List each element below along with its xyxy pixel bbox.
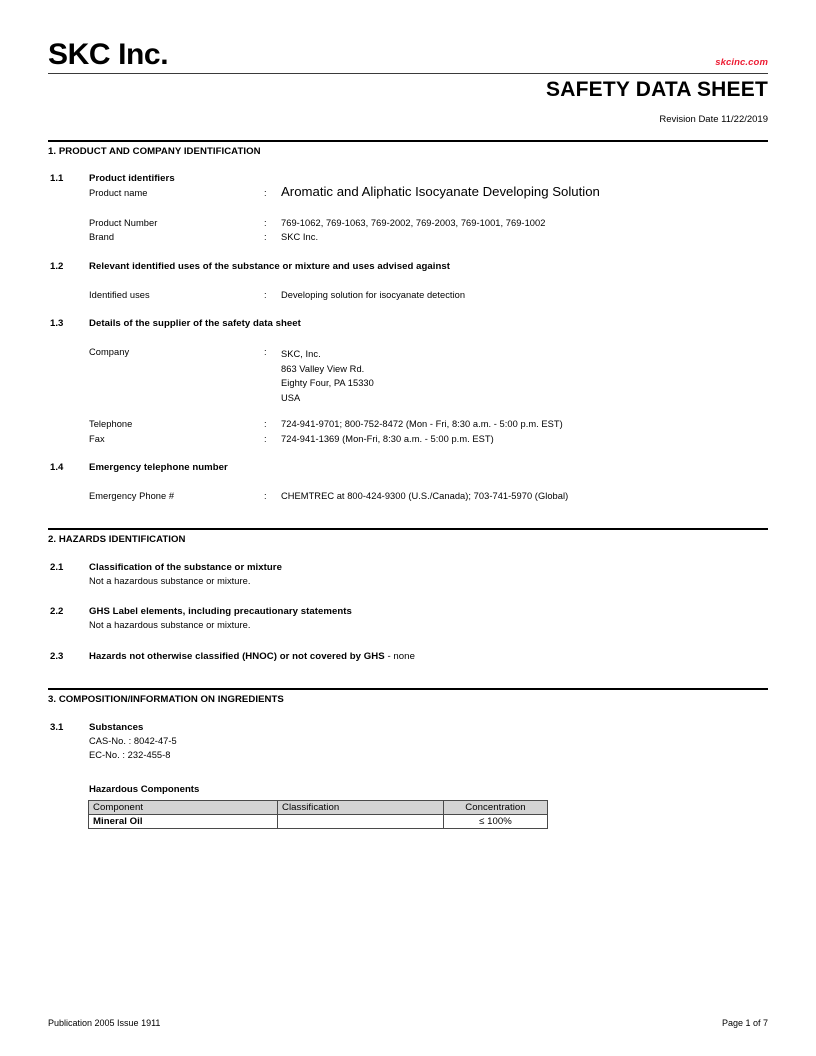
subsection-1-2-number: 1.2 [50, 261, 64, 272]
brand-label: Brand [89, 232, 115, 242]
section-2-rule [48, 528, 768, 530]
section-1-rule [48, 140, 768, 142]
section-1-header [48, 140, 768, 158]
company-street: 863 Valley View Rd. [281, 363, 365, 374]
subsection-2-3-heading-wrap [89, 651, 415, 662]
brand-value: SKC Inc. [281, 232, 319, 242]
subsection-2-2-number: 2.2 [50, 606, 64, 617]
subsection-1-1-heading: Product identifiers [89, 173, 175, 184]
subsection-2-2-text: Not a hazardous substance or mixture. [89, 620, 251, 630]
subsection-3-1-number: 3.1 [50, 722, 64, 733]
website-link[interactable]: skcinc.com [715, 57, 768, 68]
hazardous-components-table [88, 800, 548, 829]
subsection-2-3-heading: Hazards not otherwise classified (HNOC) or not covered by GHS [89, 651, 385, 662]
product-name-colon: : [264, 188, 267, 198]
publication-info: Publication 2005 Issue 1911 [48, 1018, 161, 1028]
brand-colon: : [264, 232, 267, 242]
masthead-divider [48, 73, 768, 74]
subsection-1-4-heading: Emergency telephone number [89, 462, 228, 473]
subsection-1-4-number: 1.4 [50, 462, 64, 473]
subsection-2-1-number: 2.1 [50, 562, 64, 573]
product-name-label: Product name [89, 188, 148, 198]
section-2-header [48, 528, 768, 546]
telephone-label: Telephone [89, 419, 133, 429]
column-header-classification: Classification [278, 801, 444, 815]
cell-classification [278, 815, 444, 829]
company-name: SKC, Inc. [281, 349, 321, 359]
section-1-title: 1. PRODUCT AND COMPANY IDENTIFICATION [48, 146, 261, 157]
table-row [89, 815, 548, 829]
section-2-title: 2. HAZARDS IDENTIFICATION [48, 534, 186, 545]
table-header-row [89, 801, 548, 815]
product-name-value: Aromatic and Aliphatic Isocyanate Developing Solution [281, 184, 600, 199]
subsection-2-1-text: Not a hazardous substance or mixture. [89, 576, 251, 586]
product-number-value: 769-1062, 769-1063, 769-2002, 769-2003, 769-1001, 769-1002 [281, 218, 546, 228]
subsection-3-1-heading: Substances [89, 722, 144, 733]
subsection-2-3-suffix: - none [384, 651, 415, 662]
hazardous-components-caption: Hazardous Components [89, 784, 200, 795]
company-label: Company [89, 347, 130, 357]
column-header-concentration: Concentration [444, 801, 548, 815]
company-city-state-zip: Eighty Four, PA 15330 [281, 378, 374, 388]
subsection-1-2-heading: Relevant identified uses of the substance or mixture and uses advised against [89, 261, 451, 272]
revision-date: Revision Date 11/22/2019 [659, 114, 768, 125]
identified-uses-colon: : [264, 290, 267, 300]
subsection-2-3-number: 2.3 [50, 651, 64, 662]
fax-colon: : [264, 434, 267, 444]
page-number: Page 1 of 7 [721, 1018, 768, 1028]
company-country: USA [281, 392, 301, 403]
product-number-colon: : [264, 218, 267, 228]
document-title: SAFETY DATA SHEET [546, 78, 768, 101]
cas-number: CAS-No. : 8042-47-5 [89, 736, 177, 746]
section-3-rule [48, 688, 768, 690]
masthead [48, 38, 768, 76]
cell-concentration: ≤ 100% [444, 815, 548, 829]
page-content [48, 0, 768, 1056]
telephone-value: 724-941-9701; 800-752-8472 (Mon - Fri, 8:30 a.m. - 5:00 p.m. EST) [281, 419, 563, 429]
ec-number: EC-No. : 232-455-8 [89, 750, 171, 760]
column-header-component: Component [89, 801, 278, 815]
product-number-label: Product Number [89, 218, 158, 228]
identified-uses-label: Identified uses [89, 290, 150, 300]
section-3-header [48, 688, 768, 706]
company-address [281, 347, 768, 405]
emergency-phone-label: Emergency Phone # [89, 491, 175, 501]
fax-value: 724-941-1369 (Mon-Fri, 8:30 a.m. - 5:00 p.m. EST) [281, 434, 494, 444]
subsection-2-1-heading: Classification of the substance or mixture [89, 562, 282, 573]
section-3-title: 3. COMPOSITION/INFORMATION ON INGREDIENTS [48, 694, 284, 705]
cell-component: Mineral Oil [89, 815, 278, 829]
company-colon: : [264, 347, 267, 357]
subsection-1-3-heading: Details of the supplier of the safety data sheet [89, 318, 301, 329]
emergency-phone-colon: : [264, 491, 267, 501]
fax-label: Fax [89, 434, 105, 444]
subsection-1-3-number: 1.3 [50, 318, 64, 329]
emergency-phone-value: CHEMTREC at 800-424-9300 (U.S./Canada); 703-741-5970 (Global) [281, 491, 569, 501]
identified-uses-value: Developing solution for isocyanate detection [281, 290, 466, 300]
subsection-2-2-heading: GHS Label elements, including precautionary statements [89, 606, 352, 617]
company-logo-text: SKC Inc. [48, 38, 169, 71]
subsection-1-1-number: 1.1 [50, 173, 64, 184]
telephone-colon: : [264, 419, 267, 429]
